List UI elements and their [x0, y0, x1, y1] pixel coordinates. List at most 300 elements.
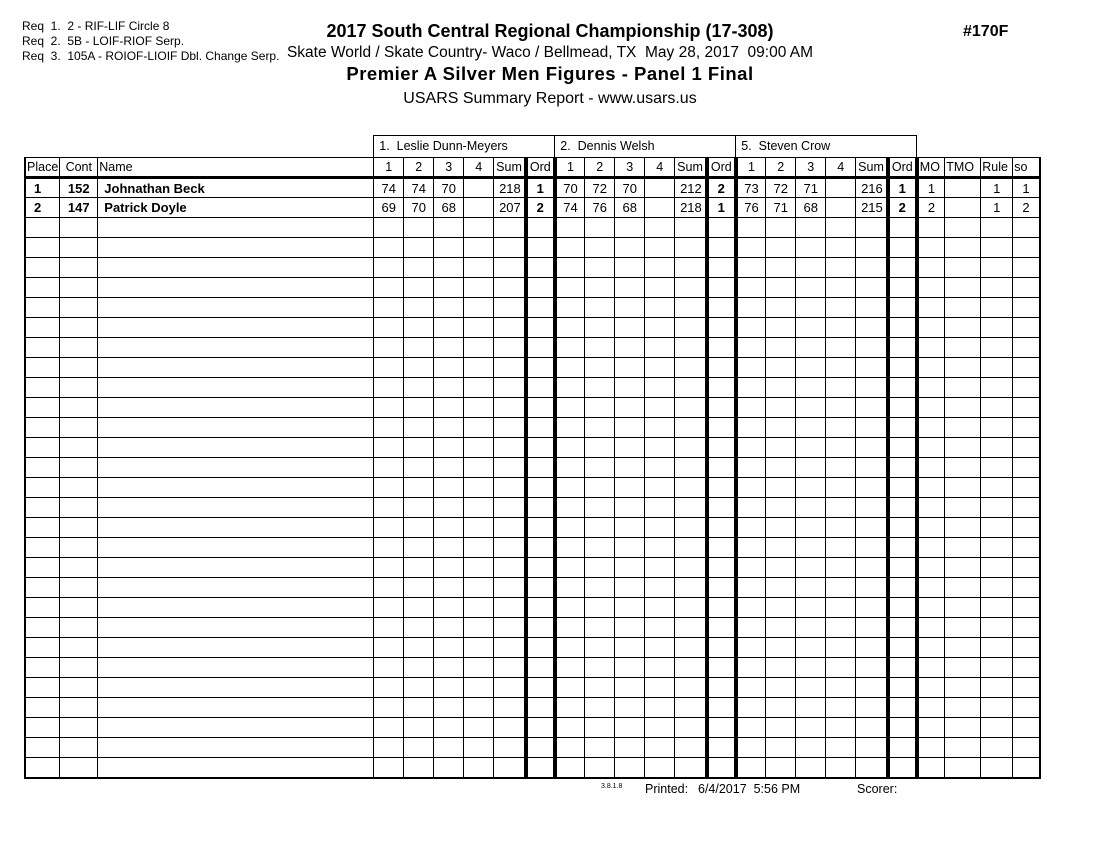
cell-ord	[526, 718, 555, 738]
cell-so	[1013, 478, 1040, 498]
cell-cont: 147	[60, 198, 98, 218]
cell-sum	[675, 698, 707, 718]
cell-sum	[494, 458, 526, 478]
cell-score	[555, 658, 585, 678]
cell-so	[1013, 678, 1040, 698]
cell-sum: 215	[856, 198, 888, 218]
cell-score	[374, 418, 404, 438]
cell-cont	[60, 578, 98, 598]
cell-ord	[707, 538, 736, 558]
cell-score	[585, 578, 615, 598]
cell-sum	[494, 538, 526, 558]
cell-sum	[675, 638, 707, 658]
cell-score	[826, 278, 856, 298]
cell-sum	[856, 638, 888, 658]
cell-tmo	[945, 378, 981, 398]
cell-score	[736, 758, 766, 778]
cell-score	[464, 258, 494, 278]
cell-score	[585, 658, 615, 678]
cell-ord	[707, 638, 736, 658]
cell-sum	[675, 298, 707, 318]
cell-mo	[917, 578, 945, 598]
cell-score	[736, 418, 766, 438]
cell-score	[374, 438, 404, 458]
cell-score	[585, 638, 615, 658]
empty-row	[25, 318, 1040, 338]
cell-sum	[675, 218, 707, 238]
cell-so	[1013, 638, 1040, 658]
cell-score	[615, 738, 645, 758]
cell-rule	[981, 458, 1013, 478]
cell-so	[1013, 338, 1040, 358]
cell-place	[25, 598, 60, 618]
cell-sum	[494, 598, 526, 618]
cell-mo	[917, 518, 945, 538]
cell-tmo	[945, 318, 981, 338]
cell-sum	[494, 698, 526, 718]
col-header-judge2-4: 4	[645, 158, 675, 178]
cell-score	[826, 258, 856, 278]
cell-so	[1013, 238, 1040, 258]
cell-score: 68	[796, 198, 826, 218]
cell-score	[585, 298, 615, 318]
cell-rule	[981, 478, 1013, 498]
cell-score	[374, 758, 404, 778]
empty-row	[25, 398, 1040, 418]
cell-so	[1013, 718, 1040, 738]
cell-score	[434, 578, 464, 598]
cell-score	[615, 538, 645, 558]
cell-score	[736, 478, 766, 498]
cell-score	[826, 438, 856, 458]
cell-score	[796, 518, 826, 538]
cell-score	[374, 518, 404, 538]
column-header-row	[25, 158, 1040, 178]
cell-ord	[888, 718, 917, 738]
cell-score	[555, 418, 585, 438]
col-header-judge3-3: 3	[796, 158, 826, 178]
cell-score	[615, 318, 645, 338]
cell-score	[464, 698, 494, 718]
cell-score	[645, 218, 675, 238]
cell-sum	[494, 418, 526, 438]
cell-score	[826, 678, 856, 698]
cell-score	[555, 338, 585, 358]
results-table-body	[25, 178, 1040, 778]
cell-score	[464, 198, 494, 218]
cell-score	[826, 458, 856, 478]
cell-score	[434, 698, 464, 718]
cell-mo	[917, 438, 945, 458]
empty-row	[25, 638, 1040, 658]
cell-mo	[917, 638, 945, 658]
cell-score	[434, 258, 464, 278]
cell-ord: 1	[707, 198, 736, 218]
cell-score	[615, 638, 645, 658]
cell-tmo	[945, 438, 981, 458]
cell-score	[434, 718, 464, 738]
cell-name	[98, 258, 374, 278]
cell-mo	[917, 218, 945, 238]
cell-tmo	[945, 678, 981, 698]
cell-name	[98, 698, 374, 718]
cell-score	[374, 298, 404, 318]
cell-score	[585, 538, 615, 558]
cell-so	[1013, 358, 1040, 378]
cell-ord	[526, 298, 555, 318]
cell-place	[25, 338, 60, 358]
cell-score	[434, 378, 464, 398]
cell-rule	[981, 358, 1013, 378]
cell-score	[374, 738, 404, 758]
cell-score	[796, 438, 826, 458]
cell-score	[645, 198, 675, 218]
cell-mo	[917, 238, 945, 258]
cell-rule	[981, 498, 1013, 518]
cell-ord	[526, 338, 555, 358]
cell-mo	[917, 538, 945, 558]
cell-score: 71	[766, 198, 796, 218]
cell-score	[464, 318, 494, 338]
cell-score	[585, 218, 615, 238]
cell-score	[434, 238, 464, 258]
cell-mo	[917, 498, 945, 518]
cell-score	[464, 418, 494, 438]
cell-sum	[494, 298, 526, 318]
col-header-judge2-2: 2	[585, 158, 615, 178]
cell-score	[826, 218, 856, 238]
cell-mo	[917, 258, 945, 278]
cell-score	[615, 338, 645, 358]
judge-name-row	[25, 136, 1040, 158]
cell-sum	[856, 478, 888, 498]
cell-score	[796, 298, 826, 318]
cell-tmo	[945, 218, 981, 238]
cell-ord: 2	[526, 198, 555, 218]
cell-score: 70	[615, 178, 645, 198]
cell-ord	[888, 558, 917, 578]
cell-ord	[888, 258, 917, 278]
cell-score	[736, 538, 766, 558]
cell-score	[555, 638, 585, 658]
cell-score	[615, 398, 645, 418]
cell-score	[796, 338, 826, 358]
cell-cont	[60, 638, 98, 658]
cell-sum	[856, 378, 888, 398]
cell-score	[796, 638, 826, 658]
cell-score	[766, 398, 796, 418]
cell-cont	[60, 498, 98, 518]
cell-sum	[856, 278, 888, 298]
cell-ord	[526, 638, 555, 658]
cell-name	[98, 478, 374, 498]
cell-ord	[526, 538, 555, 558]
scorer-label: Scorer:	[857, 782, 898, 796]
cell-score	[464, 538, 494, 558]
cell-ord	[888, 578, 917, 598]
cell-rule	[981, 658, 1013, 678]
cell-so	[1013, 318, 1040, 338]
cell-place	[25, 438, 60, 458]
cell-score	[796, 458, 826, 478]
cell-sum	[675, 478, 707, 498]
cell-tmo	[945, 758, 981, 778]
cell-name	[98, 618, 374, 638]
cell-ord	[526, 758, 555, 778]
cell-score	[826, 558, 856, 578]
cell-score	[434, 638, 464, 658]
cell-tmo	[945, 618, 981, 638]
cell-score	[615, 558, 645, 578]
cell-name	[98, 598, 374, 618]
cell-place	[25, 618, 60, 638]
cell-score	[796, 578, 826, 598]
cell-score	[766, 578, 796, 598]
cell-ord	[888, 678, 917, 698]
cell-mo	[917, 458, 945, 478]
empty-row	[25, 298, 1040, 318]
cell-score	[585, 558, 615, 578]
cell-ord	[707, 318, 736, 338]
cell-score	[736, 518, 766, 538]
cell-ord	[888, 658, 917, 678]
cell-rule	[981, 518, 1013, 538]
col-header-place: Place	[25, 158, 60, 178]
cell-score	[826, 718, 856, 738]
col-header-judge2-3: 3	[615, 158, 645, 178]
cell-sum	[856, 258, 888, 278]
cell-ord: 1	[888, 178, 917, 198]
cell-score	[464, 478, 494, 498]
cell-ord	[888, 438, 917, 458]
cell-score: 74	[404, 178, 434, 198]
cell-score	[434, 518, 464, 538]
cell-score	[766, 378, 796, 398]
cell-score	[736, 378, 766, 398]
cell-sum	[675, 338, 707, 358]
cell-sum	[675, 678, 707, 698]
cell-cont	[60, 518, 98, 538]
empty-row	[25, 218, 1040, 238]
cell-score	[615, 698, 645, 718]
cell-cont	[60, 238, 98, 258]
empty-row	[25, 418, 1040, 438]
cell-score	[434, 478, 464, 498]
cell-place	[25, 758, 60, 778]
cell-ord	[707, 718, 736, 738]
cell-so	[1013, 658, 1040, 678]
cell-sum	[494, 618, 526, 638]
cell-cont	[60, 458, 98, 478]
cell-score	[404, 318, 434, 338]
cell-tmo	[945, 398, 981, 418]
cell-score	[615, 298, 645, 318]
empty-row	[25, 478, 1040, 498]
cell-score: 74	[374, 178, 404, 198]
cell-ord	[888, 458, 917, 478]
cell-score	[826, 598, 856, 618]
cell-score	[555, 518, 585, 538]
cell-score	[404, 438, 434, 458]
cell-rule	[981, 398, 1013, 418]
cell-score	[404, 358, 434, 378]
cell-score	[736, 658, 766, 678]
cell-cont	[60, 618, 98, 638]
cell-rule	[981, 258, 1013, 278]
cell-score: 76	[736, 198, 766, 218]
cell-tmo	[945, 718, 981, 738]
cell-score	[404, 558, 434, 578]
cell-score	[555, 718, 585, 738]
cell-score	[826, 238, 856, 258]
cell-so	[1013, 438, 1040, 458]
cell-score: 70	[404, 198, 434, 218]
cell-score	[645, 498, 675, 518]
cell-rule: 1	[981, 178, 1013, 198]
col-header-rule: Rule	[981, 158, 1013, 178]
cell-place	[25, 678, 60, 698]
cell-rule: 1	[981, 198, 1013, 218]
cell-score	[826, 538, 856, 558]
cell-ord	[707, 698, 736, 718]
cell-name: Johnathan Beck	[98, 178, 374, 198]
cell-place: 1	[25, 178, 60, 198]
cell-score	[464, 438, 494, 458]
cell-sum	[675, 558, 707, 578]
software-version: 3.8.1.8	[601, 783, 623, 790]
requirement-line-1: Req 1. 2 - RIF-LIF Circle 8	[22, 19, 170, 33]
cell-sum	[675, 718, 707, 738]
cell-ord: 2	[888, 198, 917, 218]
cell-mo	[917, 298, 945, 318]
empty-row	[25, 678, 1040, 698]
cell-score: 69	[374, 198, 404, 218]
cell-name	[98, 278, 374, 298]
cell-tmo	[945, 538, 981, 558]
cell-sum	[675, 518, 707, 538]
cell-score	[555, 258, 585, 278]
cell-sum	[856, 438, 888, 458]
cell-ord	[707, 238, 736, 258]
cell-score	[796, 738, 826, 758]
cell-cont	[60, 698, 98, 718]
cell-ord	[888, 398, 917, 418]
cell-sum	[856, 358, 888, 378]
cell-score	[585, 758, 615, 778]
cell-score	[404, 418, 434, 438]
cell-score	[555, 618, 585, 638]
cell-ord	[707, 398, 736, 418]
cell-score	[374, 218, 404, 238]
cell-place	[25, 578, 60, 598]
cell-tmo	[945, 558, 981, 578]
cell-sum	[675, 578, 707, 598]
col-header-judge3-1: 1	[736, 158, 766, 178]
cell-ord	[707, 658, 736, 678]
cell-score	[766, 478, 796, 498]
cell-score	[404, 658, 434, 678]
cell-name	[98, 758, 374, 778]
cell-name	[98, 498, 374, 518]
cell-score	[826, 638, 856, 658]
cell-name	[98, 638, 374, 658]
cell-score	[826, 618, 856, 638]
cell-score	[374, 658, 404, 678]
cell-score	[404, 698, 434, 718]
cell-score	[555, 558, 585, 578]
cell-sum	[856, 398, 888, 418]
cell-place	[25, 218, 60, 238]
cell-ord	[888, 618, 917, 638]
cell-score	[585, 498, 615, 518]
cell-mo	[917, 398, 945, 418]
cell-sum	[675, 318, 707, 338]
cell-ord	[707, 358, 736, 378]
cell-so	[1013, 218, 1040, 238]
cell-name	[98, 358, 374, 378]
cell-score	[615, 678, 645, 698]
cell-mo	[917, 318, 945, 338]
cell-ord	[526, 398, 555, 418]
cell-ord	[526, 218, 555, 238]
cell-tmo	[945, 478, 981, 498]
empty-row	[25, 498, 1040, 518]
cell-sum: 212	[675, 178, 707, 198]
cell-sum	[675, 358, 707, 378]
cell-mo	[917, 378, 945, 398]
cell-rule	[981, 618, 1013, 638]
cell-sum	[494, 498, 526, 518]
cell-score	[585, 618, 615, 638]
cell-score	[404, 378, 434, 398]
cell-ord	[526, 738, 555, 758]
cell-score	[796, 358, 826, 378]
cell-tmo	[945, 658, 981, 678]
cell-place	[25, 278, 60, 298]
page-title: 2017 South Central Regional Championship (17-308)	[326, 21, 774, 41]
cell-score	[585, 398, 615, 418]
col-header-judge3-4: 4	[826, 158, 856, 178]
cell-ord	[526, 318, 555, 338]
table-row	[25, 178, 1040, 198]
cell-tmo	[945, 238, 981, 258]
col-header-so: so	[1013, 158, 1040, 178]
cell-cont	[60, 398, 98, 418]
cell-score	[766, 658, 796, 678]
cell-score	[374, 498, 404, 518]
cell-score	[434, 498, 464, 518]
col-header-mo: MO	[917, 158, 945, 178]
cell-place	[25, 718, 60, 738]
cell-score	[555, 458, 585, 478]
cell-rule	[981, 558, 1013, 578]
cell-tmo	[945, 698, 981, 718]
cell-sum	[856, 498, 888, 518]
cell-score	[464, 278, 494, 298]
cell-name	[98, 578, 374, 598]
cell-ord	[888, 238, 917, 258]
cell-ord	[707, 678, 736, 698]
cell-score	[826, 338, 856, 358]
cell-score	[434, 218, 464, 238]
judge-header-1: 1. Leslie Dunn-Meyers	[374, 136, 555, 158]
cell-score	[826, 198, 856, 218]
cell-sum: 207	[494, 198, 526, 218]
cell-score	[796, 418, 826, 438]
col-header-judge1-4: 4	[464, 158, 494, 178]
empty-row	[25, 618, 1040, 638]
cell-score	[736, 698, 766, 718]
